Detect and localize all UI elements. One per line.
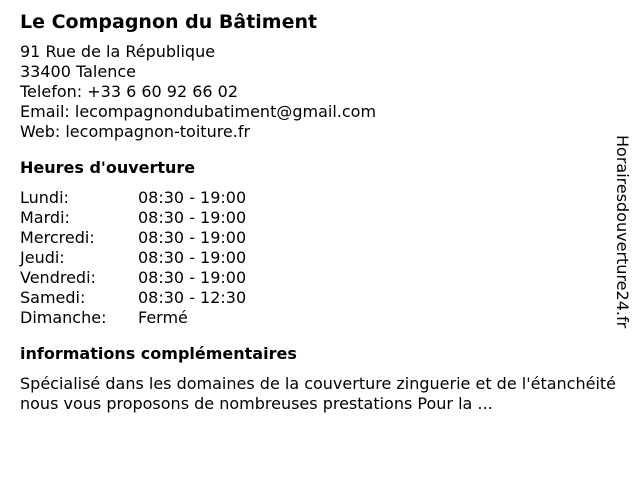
hours-day: Mardi: xyxy=(20,208,70,227)
additional-info-title: informations complémentaires xyxy=(20,344,297,363)
address-city: 33400 Talence xyxy=(20,62,136,81)
business-name: Le Compagnon du Bâtiment xyxy=(20,11,318,33)
hours-row xyxy=(20,308,620,328)
hours-day: Lundi: xyxy=(20,188,69,207)
hours-row xyxy=(20,248,620,268)
hours-row xyxy=(20,288,620,308)
hours-day: Vendredi: xyxy=(20,268,96,287)
address-street: 91 Rue de la République xyxy=(20,42,216,61)
opening-hours-title: Heures d'ouverture xyxy=(20,158,196,177)
opening-hours-table xyxy=(20,188,620,328)
hours-day: Jeudi: xyxy=(20,248,65,267)
hours-day: Samedi: xyxy=(20,288,86,307)
hours-time: 08:30 - 19:00 xyxy=(138,188,247,207)
email-line: Email: lecompagnondubatiment@gmail.com xyxy=(20,102,377,121)
hours-time: 08:30 - 19:00 xyxy=(138,208,247,227)
hours-row xyxy=(20,268,620,288)
hours-row xyxy=(20,228,620,248)
hours-time: 08:30 - 19:00 xyxy=(138,268,247,287)
hours-time: 08:30 - 19:00 xyxy=(138,248,247,267)
hours-time: 08:30 - 12:30 xyxy=(138,288,247,307)
hours-time: 08:30 - 19:00 xyxy=(138,228,247,247)
hours-day: Dimanche: xyxy=(20,308,107,327)
business-card xyxy=(20,10,620,414)
hours-time: Fermé xyxy=(138,308,188,327)
hours-day: Mercredi: xyxy=(20,228,95,247)
brand-watermark: Horairesdouverture24.fr xyxy=(613,135,632,329)
additional-info-text: Spécialisé dans les domaines de la couverture zinguerie et de l'étanchéité nous vous proposons de nombreuses prestations Pour la ... xyxy=(20,374,617,413)
website-line: Web: lecompagnon-toiture.fr xyxy=(20,122,251,141)
hours-row xyxy=(20,188,620,208)
phone-line: Telefon: +33 6 60 92 66 02 xyxy=(20,82,239,101)
hours-row xyxy=(20,208,620,228)
